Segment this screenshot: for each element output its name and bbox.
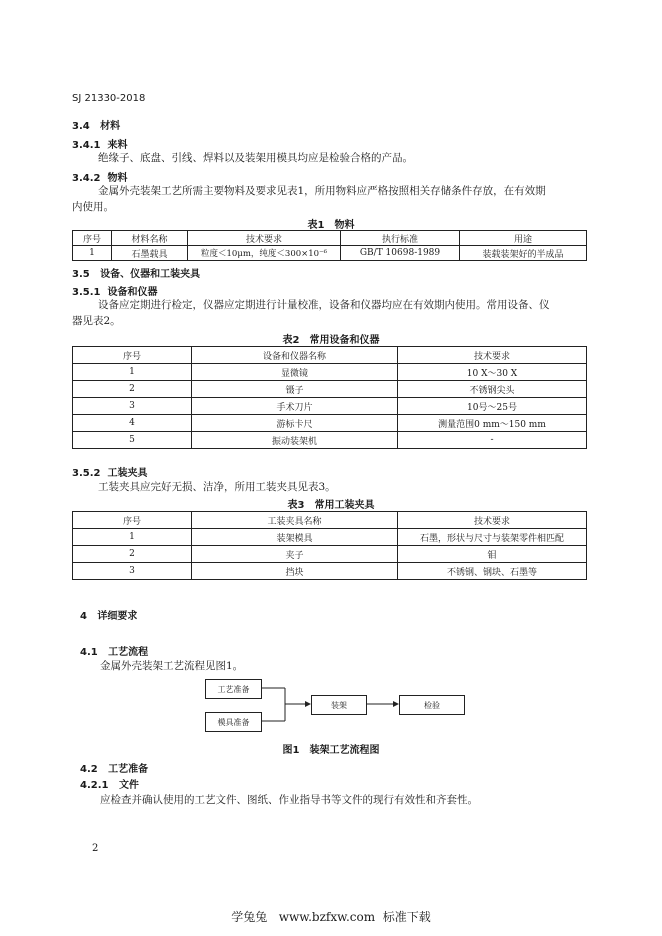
table-cell: 夹子: [192, 546, 398, 563]
table-row: [73, 398, 587, 415]
section-3-4-2-text-line1: 金属外壳装架工艺所需主要物料及要求见表1，所用物料应严格按照相关存储条件存放，在有效期: [98, 185, 546, 197]
section-number: 4: [80, 611, 87, 622]
footer-site-name: 学兔兔: [231, 910, 268, 924]
table-1-caption: 表1 物料: [307, 220, 355, 231]
section-3-5-1-heading: [72, 283, 157, 298]
flow-node-mold-prep: 模具准备: [205, 712, 262, 732]
table-header-cell: 设备和仪器名称: [192, 347, 398, 364]
table-row: [73, 432, 587, 449]
table-cell: 装架模具: [192, 529, 398, 546]
table-cell: 1: [73, 246, 112, 261]
table-3: [72, 511, 587, 580]
table-cell: 1: [73, 529, 192, 546]
section-title: 工艺准备: [108, 764, 149, 775]
flowchart: [195, 674, 475, 736]
table-row: [73, 546, 587, 563]
section-3-4-1-heading: [72, 136, 127, 151]
section-number: 3.4.2: [72, 173, 101, 184]
section-number: 4.2.1: [80, 780, 109, 791]
table-cell: GB/T 10698-1989: [341, 246, 460, 261]
table-2: [72, 346, 587, 449]
section-3-5-heading: [72, 265, 200, 280]
table-header-row: [73, 347, 587, 364]
table-cell: 3: [73, 398, 192, 415]
table-cell: 挡块: [192, 563, 398, 580]
table-row: [73, 563, 587, 580]
section-4-1-heading: [80, 643, 148, 658]
table-cell: 镊子: [192, 381, 398, 398]
table-cell: 不锈钢、钢块、石墨等: [398, 563, 587, 580]
table-cell: -: [398, 432, 587, 449]
table-cell: 游标卡尺: [192, 415, 398, 432]
section-3-5-2-text: 工装夹具应完好无损、洁净，所用工装夹具见表3。: [98, 481, 336, 493]
section-number: 4.1: [80, 647, 98, 658]
section-number: 3.5: [72, 269, 90, 280]
table-cell: 不锈钢尖头: [398, 381, 587, 398]
table-header-row: [73, 231, 587, 246]
section-title: 详细要求: [97, 611, 138, 622]
table-row: [73, 364, 587, 381]
flow-node-mounting: 装架: [311, 695, 367, 715]
table-cell: 钼: [398, 546, 587, 563]
table-header-cell: 执行标准: [341, 231, 460, 246]
section-3-4-heading: [72, 117, 120, 132]
table-cell: 2: [73, 381, 192, 398]
table-cell: 10 X～30 X: [398, 364, 587, 381]
table-cell: 1: [73, 364, 192, 381]
section-4-2-1-text: 应检查并确认使用的工艺文件、图纸、作业指导书等文件的现行有效性和齐套性。: [100, 794, 478, 806]
section-4-heading: [80, 607, 137, 622]
section-title: 材料: [100, 121, 121, 132]
standard-number: SJ 21330-2018: [72, 93, 146, 104]
footer-slogan: 标准下载: [382, 910, 431, 924]
section-title: 来料: [107, 140, 128, 151]
table-row: [73, 246, 587, 261]
table-3-caption: 表3 常用工装夹具: [287, 500, 375, 511]
section-title: 设备、仪器和工装夹具: [100, 269, 201, 280]
figure-1-caption: 图1 装架工艺流程图: [282, 745, 380, 756]
footer-url-link[interactable]: www.bzfxw.com: [278, 910, 376, 924]
table-cell: 粒度＜10μm，纯度＜300×10⁻⁶: [188, 246, 341, 261]
table-cell: 石墨载具: [112, 246, 188, 261]
section-3-4-2-text-line2: 内使用。: [72, 201, 114, 213]
section-number: 3.4: [72, 121, 90, 132]
table-cell: 测量范围0 mm～150 mm: [398, 415, 587, 432]
section-title: 设备和仪器: [107, 287, 158, 298]
table-cell: 振动装架机: [192, 432, 398, 449]
table-cell: 显微镜: [192, 364, 398, 381]
section-3-4-1-text: 绝缘子、底盘、引线、焊料以及装架用模具均应是检验合格的产品。: [98, 152, 413, 164]
footer-watermark: [0, 908, 662, 925]
table-cell: 3: [73, 563, 192, 580]
table-header-row: [73, 512, 587, 529]
section-title: 物料: [107, 173, 128, 184]
table-header-cell: 序号: [73, 347, 192, 364]
section-3-5-2-heading: [72, 464, 147, 479]
table-cell: 石墨，形状与尺寸与装架零件相匹配: [398, 529, 587, 546]
section-title: 文件: [118, 780, 139, 791]
table-cell: 10号～25号: [398, 398, 587, 415]
table-header-cell: 材料名称: [112, 231, 188, 246]
section-4-2-1-heading: [80, 776, 139, 791]
section-number: 3.4.1: [72, 140, 101, 151]
table-cell: 4: [73, 415, 192, 432]
table-header-cell: 技术要求: [188, 231, 341, 246]
table-header-cell: 序号: [73, 231, 112, 246]
table-cell: 5: [73, 432, 192, 449]
table-header-cell: 用途: [460, 231, 587, 246]
section-3-5-1-text-line1: 设备应定期进行检定，仪器应定期进行计量校准，设备和仪器均应在有效期内使用。常用设备、仪: [98, 299, 550, 311]
flow-node-process-prep: 工艺准备: [205, 679, 262, 699]
section-number: 3.5.2: [72, 468, 101, 479]
section-number: 4.2: [80, 764, 98, 775]
table-cell: 装载装架好的半成品: [460, 246, 587, 261]
table-1: [72, 230, 587, 261]
flow-node-inspection: 检验: [399, 695, 465, 715]
table-header-cell: 技术要求: [398, 347, 587, 364]
section-4-2-heading: [80, 760, 148, 775]
table-header-cell: 技术要求: [398, 512, 587, 529]
section-number: 3.5.1: [72, 287, 101, 298]
section-title: 工艺流程: [108, 647, 149, 658]
section-3-5-1-text-line2: 器见表2。: [72, 315, 121, 327]
table-header-cell: 序号: [73, 512, 192, 529]
section-3-4-2-heading: [72, 169, 127, 184]
section-title: 工装夹具: [107, 468, 148, 479]
table-header-cell: 工装夹具名称: [192, 512, 398, 529]
table-row: [73, 381, 587, 398]
page-number: 2: [92, 843, 99, 854]
table-2-caption: 表2 常用设备和仪器: [282, 335, 380, 346]
section-4-1-text: 金属外壳装架工艺流程见图1。: [100, 660, 244, 672]
table-cell: 2: [73, 546, 192, 563]
table-cell: 手术刀片: [192, 398, 398, 415]
table-row: [73, 529, 587, 546]
table-row: [73, 415, 587, 432]
